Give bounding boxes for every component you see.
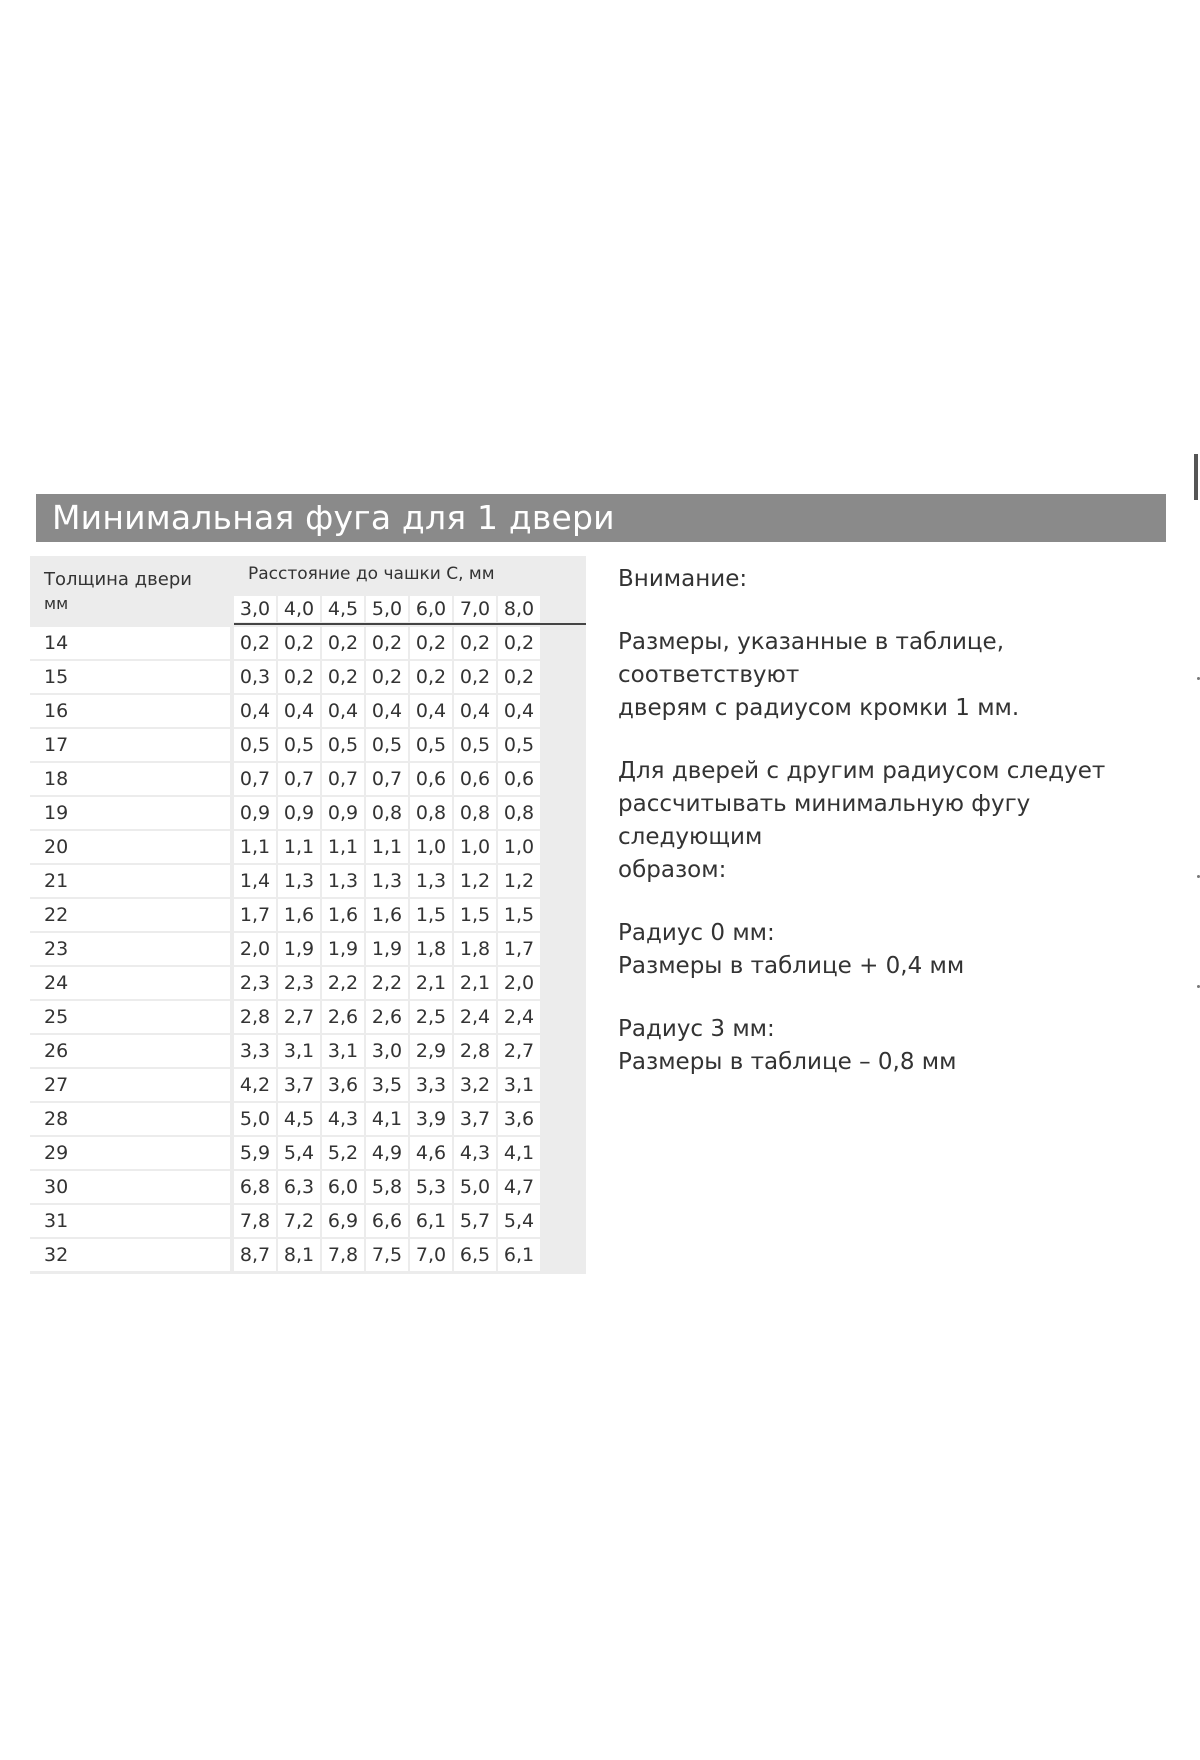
row-label: 23 xyxy=(30,933,230,965)
radius-3-text: Размеры в таблице – 0,8 мм xyxy=(618,1049,957,1075)
table-cell: 1,9 xyxy=(278,933,320,965)
notes-text-line: образом: xyxy=(618,857,727,883)
row-cells xyxy=(234,1069,542,1101)
table-cell: 6,0 xyxy=(322,1171,364,1203)
table-cell: 0,8 xyxy=(454,797,496,829)
table-cell: 0,5 xyxy=(454,729,496,761)
row-label: 22 xyxy=(30,899,230,931)
table-cell: 0,2 xyxy=(322,661,364,693)
table-cell: 2,4 xyxy=(454,1001,496,1033)
table-cell: 7,5 xyxy=(366,1239,408,1271)
table-cell: 6,3 xyxy=(278,1171,320,1203)
table-row xyxy=(30,830,586,864)
table-cell: 1,7 xyxy=(498,933,540,965)
table-row xyxy=(30,1034,586,1068)
table-cell: 2,0 xyxy=(498,967,540,999)
row-cells xyxy=(234,1035,542,1067)
table-cell: 0,2 xyxy=(454,627,496,659)
table-cell: 0,7 xyxy=(366,763,408,795)
table-cell: 5,4 xyxy=(498,1205,540,1237)
notes-text-line: дверям с радиусом кромки 1 мм. xyxy=(618,695,1020,721)
table-cell: 1,7 xyxy=(234,899,276,931)
table-cell: 0,4 xyxy=(278,695,320,727)
row-label: 25 xyxy=(30,1001,230,1033)
table-cell: 0,5 xyxy=(322,729,364,761)
table-cell: 1,1 xyxy=(234,831,276,863)
table-cell: 1,6 xyxy=(366,899,408,931)
table-row xyxy=(30,1000,586,1034)
table-row xyxy=(30,1102,586,1136)
column-header: 8,0 xyxy=(498,596,540,622)
table-cell: 4,2 xyxy=(234,1069,276,1101)
table-cell: 5,7 xyxy=(454,1205,496,1237)
table-row xyxy=(30,1136,586,1170)
table-cell: 4,6 xyxy=(410,1137,452,1169)
table-cell: 1,3 xyxy=(278,865,320,897)
table-cell: 7,2 xyxy=(278,1205,320,1237)
table-cell: 0,8 xyxy=(498,797,540,829)
notes-heading: Внимание: xyxy=(618,566,748,592)
table-row xyxy=(30,728,586,762)
row-cells xyxy=(234,967,542,999)
column-header: 4,5 xyxy=(322,596,364,622)
table-row xyxy=(30,1204,586,1238)
row-cells xyxy=(234,763,542,795)
table-cell: 0,4 xyxy=(410,695,452,727)
table-cell: 7,8 xyxy=(322,1239,364,1271)
table-cell: 0,7 xyxy=(322,763,364,795)
table-cell: 1,1 xyxy=(366,831,408,863)
table-cell: 0,2 xyxy=(278,627,320,659)
table-cell: 1,9 xyxy=(322,933,364,965)
table-cell: 4,5 xyxy=(278,1103,320,1135)
row-cells xyxy=(234,1103,542,1135)
row-header xyxy=(44,568,192,616)
table-cell: 0,2 xyxy=(366,661,408,693)
table-cell: 6,9 xyxy=(322,1205,364,1237)
table-cell: 7,8 xyxy=(234,1205,276,1237)
row-cells xyxy=(234,627,542,659)
table-cell: 2,7 xyxy=(278,1001,320,1033)
row-header-label: Толщина двери xyxy=(44,569,192,590)
table-cell: 3,6 xyxy=(498,1103,540,1135)
table-row xyxy=(30,898,586,932)
row-cells xyxy=(234,933,542,965)
table-cell: 1,3 xyxy=(410,865,452,897)
table-cell: 3,3 xyxy=(234,1035,276,1067)
table-cell: 0,8 xyxy=(366,797,408,829)
table-cell: 3,9 xyxy=(410,1103,452,1135)
table-cell: 0,6 xyxy=(498,763,540,795)
row-label: 18 xyxy=(30,763,230,795)
row-cells xyxy=(234,695,542,727)
table-cell: 3,2 xyxy=(454,1069,496,1101)
row-label: 19 xyxy=(30,797,230,829)
table-cell: 0,2 xyxy=(454,661,496,693)
table-cell: 2,8 xyxy=(454,1035,496,1067)
table-cell: 6,8 xyxy=(234,1171,276,1203)
row-label: 14 xyxy=(30,627,230,659)
row-cells xyxy=(234,1205,542,1237)
table-cell: 0,5 xyxy=(234,729,276,761)
table-cell: 1,5 xyxy=(410,899,452,931)
table-body xyxy=(30,626,586,1272)
table-cell: 1,1 xyxy=(322,831,364,863)
table-cell: 5,0 xyxy=(234,1103,276,1135)
gap-table xyxy=(30,556,586,1274)
table-cell: 1,6 xyxy=(322,899,364,931)
table-cell: 2,8 xyxy=(234,1001,276,1033)
table-cell: 1,8 xyxy=(454,933,496,965)
row-cells xyxy=(234,1171,542,1203)
table-cell: 3,0 xyxy=(366,1035,408,1067)
table-cell: 5,4 xyxy=(278,1137,320,1169)
table-cell: 1,0 xyxy=(498,831,540,863)
radius-0-label: Радиус 0 мм: xyxy=(618,920,775,946)
column-group-header: Расстояние до чашки С, мм xyxy=(248,564,495,584)
table-cell: 4,9 xyxy=(366,1137,408,1169)
table-cell: 2,6 xyxy=(366,1001,408,1033)
table-cell: 6,1 xyxy=(498,1239,540,1271)
table-cell: 6,5 xyxy=(454,1239,496,1271)
table-cell: 0,2 xyxy=(410,661,452,693)
table-row xyxy=(30,1068,586,1102)
table-cell: 0,6 xyxy=(454,763,496,795)
column-header: 6,0 xyxy=(410,596,452,622)
row-label: 15 xyxy=(30,661,230,693)
table-cell: 1,4 xyxy=(234,865,276,897)
row-label: 20 xyxy=(30,831,230,863)
page-title: Минимальная фуга для 1 двери xyxy=(36,494,1166,542)
table-cell: 1,8 xyxy=(410,933,452,965)
table-row xyxy=(30,864,586,898)
column-header: 3,0 xyxy=(234,596,276,622)
table-cell: 3,1 xyxy=(278,1035,320,1067)
table-cell: 5,2 xyxy=(322,1137,364,1169)
table-cell: 2,4 xyxy=(498,1001,540,1033)
table-cell: 1,1 xyxy=(278,831,320,863)
table-cell: 2,1 xyxy=(410,967,452,999)
row-cells xyxy=(234,831,542,863)
table-row xyxy=(30,966,586,1000)
table-cell: 4,1 xyxy=(366,1103,408,1135)
row-label: 28 xyxy=(30,1103,230,1135)
table-cell: 1,2 xyxy=(454,865,496,897)
table-cell: 3,7 xyxy=(454,1103,496,1135)
table-cell: 2,3 xyxy=(278,967,320,999)
table-cell: 0,7 xyxy=(234,763,276,795)
table-cell: 0,2 xyxy=(278,661,320,693)
table-cell: 2,2 xyxy=(366,967,408,999)
row-cells xyxy=(234,899,542,931)
table-cell: 8,7 xyxy=(234,1239,276,1271)
row-label: 24 xyxy=(30,967,230,999)
table-cell: 1,3 xyxy=(322,865,364,897)
table-cell: 4,3 xyxy=(322,1103,364,1135)
table-cell: 0,2 xyxy=(410,627,452,659)
table-cell: 3,7 xyxy=(278,1069,320,1101)
table-cell: 2,5 xyxy=(410,1001,452,1033)
table-row xyxy=(30,626,586,660)
notes-text-line: рассчитывать минимальную фугу следующим xyxy=(618,791,1031,850)
row-label: 32 xyxy=(30,1239,230,1271)
table-cell: 0,6 xyxy=(410,763,452,795)
table-cell: 1,9 xyxy=(366,933,408,965)
row-label: 31 xyxy=(30,1205,230,1237)
radius-0-text: Размеры в таблице + 0,4 мм xyxy=(618,953,965,979)
row-cells xyxy=(234,797,542,829)
table-cell: 0,4 xyxy=(498,695,540,727)
row-cells xyxy=(234,1239,542,1271)
table-cell: 0,4 xyxy=(234,695,276,727)
table-cell: 8,1 xyxy=(278,1239,320,1271)
column-header: 7,0 xyxy=(454,596,496,622)
table-cell: 1,5 xyxy=(454,899,496,931)
table-cell: 2,2 xyxy=(322,967,364,999)
table-cell: 0,4 xyxy=(322,695,364,727)
table-cell: 1,0 xyxy=(410,831,452,863)
table-cell: 0,9 xyxy=(278,797,320,829)
table-cell: 2,9 xyxy=(410,1035,452,1067)
row-label: 30 xyxy=(30,1171,230,1203)
row-cells xyxy=(234,729,542,761)
row-label: 27 xyxy=(30,1069,230,1101)
table-cell: 0,3 xyxy=(234,661,276,693)
header-divider xyxy=(234,623,586,625)
page-edge-mark xyxy=(1194,454,1198,500)
table-cell: 5,3 xyxy=(410,1171,452,1203)
table-cell: 2,1 xyxy=(454,967,496,999)
notes-text-line: Для дверей с другим радиусом следует xyxy=(618,758,1106,784)
table-cell: 2,0 xyxy=(234,933,276,965)
table-cell: 5,0 xyxy=(454,1171,496,1203)
table-cell: 6,6 xyxy=(366,1205,408,1237)
table-cell: 0,2 xyxy=(498,661,540,693)
table-cell: 1,5 xyxy=(498,899,540,931)
row-cells xyxy=(234,661,542,693)
table-cell: 3,1 xyxy=(322,1035,364,1067)
table-cell: 2,6 xyxy=(322,1001,364,1033)
table-row xyxy=(30,932,586,966)
table-row xyxy=(30,1238,586,1272)
table-cell: 5,9 xyxy=(234,1137,276,1169)
table-row xyxy=(30,1170,586,1204)
table-cell: 0,4 xyxy=(366,695,408,727)
column-header: 5,0 xyxy=(366,596,408,622)
row-label: 16 xyxy=(30,695,230,727)
table-cell: 2,3 xyxy=(234,967,276,999)
row-label: 17 xyxy=(30,729,230,761)
table-cell: 2,7 xyxy=(498,1035,540,1067)
row-header-unit: мм xyxy=(44,594,69,613)
table-cell: 1,2 xyxy=(498,865,540,897)
table-cell: 4,3 xyxy=(454,1137,496,1169)
table-cell: 3,1 xyxy=(498,1069,540,1101)
table-cell: 4,7 xyxy=(498,1171,540,1203)
table-cell: 0,7 xyxy=(278,763,320,795)
table-cell: 0,2 xyxy=(498,627,540,659)
column-header: 4,0 xyxy=(278,596,320,622)
table-row xyxy=(30,660,586,694)
table-cell: 1,6 xyxy=(278,899,320,931)
table-cell: 0,9 xyxy=(234,797,276,829)
table-cell: 3,6 xyxy=(322,1069,364,1101)
table-row xyxy=(30,796,586,830)
table-cell: 0,5 xyxy=(498,729,540,761)
row-label: 29 xyxy=(30,1137,230,1169)
table-cell: 3,5 xyxy=(366,1069,408,1101)
table-cell: 7,0 xyxy=(410,1239,452,1271)
table-cell: 4,1 xyxy=(498,1137,540,1169)
table-cell: 1,3 xyxy=(366,865,408,897)
radius-3-label: Радиус 3 мм: xyxy=(618,1016,775,1042)
row-label: 26 xyxy=(30,1035,230,1067)
table-cell: 1,0 xyxy=(454,831,496,863)
table-cell: 0,5 xyxy=(410,729,452,761)
table-cell: 0,5 xyxy=(278,729,320,761)
table-cell: 0,9 xyxy=(322,797,364,829)
notes-panel xyxy=(618,563,1178,1079)
table-cell: 0,2 xyxy=(366,627,408,659)
row-cells xyxy=(234,1137,542,1169)
table-cell: 0,8 xyxy=(410,797,452,829)
table-row xyxy=(30,694,586,728)
row-cells xyxy=(234,1001,542,1033)
notes-text-line: Размеры, указанные в таблице, соответствуют xyxy=(618,629,1005,688)
row-cells xyxy=(234,865,542,897)
table-row xyxy=(30,762,586,796)
table-cell: 3,3 xyxy=(410,1069,452,1101)
table-cell: 0,2 xyxy=(234,627,276,659)
column-headers xyxy=(234,596,542,622)
table-cell: 0,4 xyxy=(454,695,496,727)
table-cell: 0,2 xyxy=(322,627,364,659)
table-cell: 5,8 xyxy=(366,1171,408,1203)
table-cell: 6,1 xyxy=(410,1205,452,1237)
table-cell: 0,5 xyxy=(366,729,408,761)
row-label: 21 xyxy=(30,865,230,897)
